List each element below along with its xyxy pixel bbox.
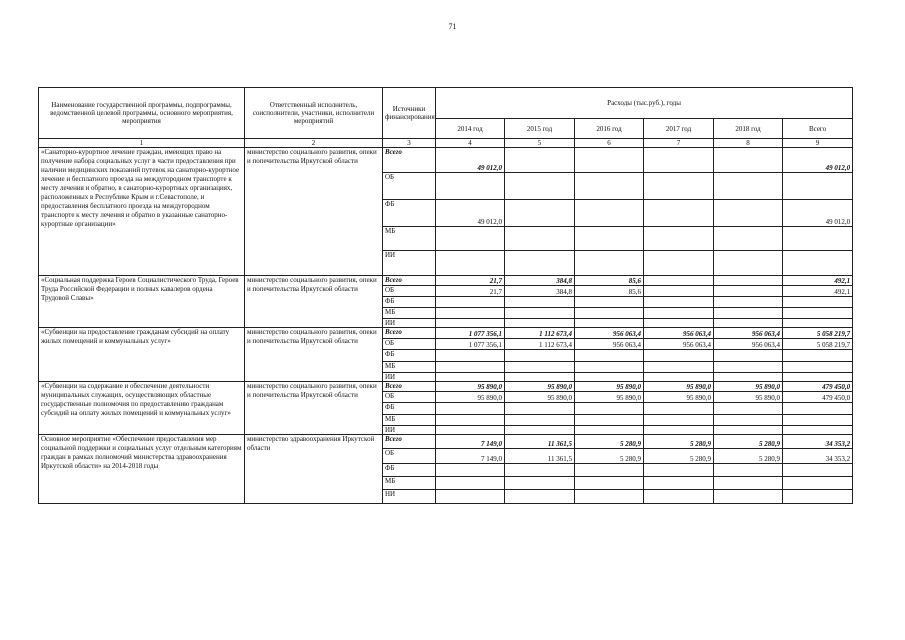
year-value	[644, 319, 714, 328]
funding-source: ИИ	[383, 373, 436, 382]
total-value	[783, 319, 853, 328]
year-value	[436, 350, 505, 362]
year-value	[714, 415, 783, 426]
total-value	[783, 477, 853, 490]
year-value	[714, 308, 783, 319]
total-value: 479 450,0	[783, 392, 853, 403]
funding-source: Всего	[383, 276, 436, 286]
year-value	[436, 415, 505, 426]
year-value	[505, 173, 575, 200]
year-value	[575, 297, 644, 308]
year-value	[644, 403, 714, 415]
total-value: 492,1	[783, 276, 853, 286]
year-value: 85,6	[575, 286, 644, 297]
program-executor: министерство социального развития, опеки и попечительства Иркутской области	[245, 276, 383, 328]
funding-source: ФБ	[383, 200, 436, 227]
year-value: 7 149,0	[436, 449, 505, 464]
table-row	[39, 435, 853, 449]
program-name: «Субвенции на предоставление гражданам субсидий на оплату жилых помещений и коммунальных услуг»	[39, 328, 245, 382]
year-value	[575, 319, 644, 328]
year-value: 956 063,4	[714, 339, 783, 350]
total-value: 49 012,0	[783, 200, 853, 227]
total-value	[783, 490, 853, 504]
year-value	[714, 251, 783, 276]
year-value: 95 890,0	[575, 392, 644, 403]
year-value	[644, 350, 714, 362]
total-value: 34 353,2	[783, 435, 853, 449]
year-value	[505, 403, 575, 415]
total-value	[783, 403, 853, 415]
table-row	[39, 276, 853, 286]
year-value	[436, 490, 505, 504]
year-value	[436, 426, 505, 435]
year-value: 384,8	[505, 276, 575, 286]
header-year: 2016 год	[575, 119, 644, 139]
year-value	[436, 477, 505, 490]
year-value	[644, 308, 714, 319]
program-executor: министерство социального развития, опеки и попечительства Иркутской области	[245, 382, 383, 435]
total-value: 492,1	[783, 286, 853, 297]
column-number: 6	[575, 139, 644, 148]
year-value	[575, 490, 644, 504]
funding-source: МБ	[383, 308, 436, 319]
header-expenses: Расходы (тыс.руб.), годы	[436, 88, 853, 119]
year-value	[644, 251, 714, 276]
funding-source: МБ	[383, 362, 436, 373]
year-value	[575, 350, 644, 362]
header-year: 2017 год	[644, 119, 714, 139]
year-value	[644, 464, 714, 477]
header-year: 2018 год	[714, 119, 783, 139]
year-value	[505, 251, 575, 276]
year-value: 1 077 356,1	[436, 328, 505, 339]
funding-source: НИ	[383, 490, 436, 504]
year-value	[644, 490, 714, 504]
funding-source: МБ	[383, 415, 436, 426]
year-value	[505, 373, 575, 382]
table-row	[39, 382, 853, 392]
funding-source: ОБ	[383, 449, 436, 464]
funding-source: ФБ	[383, 350, 436, 362]
year-value	[505, 464, 575, 477]
funding-source: ОБ	[383, 392, 436, 403]
total-value	[783, 297, 853, 308]
header-year: 2015 год	[505, 119, 575, 139]
year-value	[505, 308, 575, 319]
year-value: 7 149,0	[436, 435, 505, 449]
year-value	[505, 227, 575, 251]
year-value	[714, 319, 783, 328]
year-value: 956 063,4	[575, 328, 644, 339]
year-value	[644, 173, 714, 200]
year-value	[575, 362, 644, 373]
table-row	[39, 148, 853, 173]
year-value: 384,8	[505, 286, 575, 297]
year-value	[644, 362, 714, 373]
total-value: 479 450,0	[783, 382, 853, 392]
year-value	[505, 319, 575, 328]
year-value: 95 890,0	[505, 382, 575, 392]
total-value: 5 058 219,7	[783, 339, 853, 350]
header-name: Наименование государственной программы, подпрограммы, ведомственной целевой программы, основного мероприятия, мероприятия	[39, 88, 245, 139]
funding-source: Всего	[383, 148, 436, 173]
year-value	[575, 426, 644, 435]
year-value	[436, 297, 505, 308]
program-name: «Субвенции на содержание и обеспечение деятельности муниципальных служащих, осуществляющих областные государственные полномочия по предоставлению гражданам субсидий на оплату жилых помещений и коммунальных услуг»	[39, 382, 245, 435]
year-value	[644, 200, 714, 227]
year-value	[505, 415, 575, 426]
column-number: 7	[644, 139, 714, 148]
funding-source: ОБ	[383, 339, 436, 350]
column-number: 5	[505, 139, 575, 148]
year-value: 956 063,4	[575, 339, 644, 350]
total-value	[783, 362, 853, 373]
year-value	[505, 350, 575, 362]
total-value: 5 058 219,7	[783, 328, 853, 339]
column-number: 1	[39, 139, 245, 148]
year-value	[714, 276, 783, 286]
funding-source: ФБ	[383, 403, 436, 415]
year-value	[436, 373, 505, 382]
year-value: 11 361,5	[505, 435, 575, 449]
year-value: 95 890,0	[644, 382, 714, 392]
program-executor: министерство здравоохранения Иркутской области	[245, 435, 383, 504]
year-value: 21,7	[436, 276, 505, 286]
year-value	[575, 173, 644, 200]
total-value	[783, 308, 853, 319]
year-value	[644, 297, 714, 308]
year-value: 956 063,4	[644, 328, 714, 339]
year-value	[505, 297, 575, 308]
year-value	[714, 350, 783, 362]
year-value	[714, 464, 783, 477]
year-value	[436, 173, 505, 200]
funding-source: Всего	[383, 382, 436, 392]
year-value	[436, 362, 505, 373]
year-value	[714, 477, 783, 490]
year-value	[644, 415, 714, 426]
year-value: 956 063,4	[714, 328, 783, 339]
program-executor: министерство социального развития, опеки и попечительства Иркутской области	[245, 148, 383, 276]
year-value: 49 012,0	[436, 148, 505, 173]
year-value	[575, 251, 644, 276]
program-name: «Санаторно-курортное лечение граждан, имеющих право на получение набора социальных услуг в части предоставления при наличии медицинских показаний путевок на санаторно-курортное лечение и бесплатного проезда на междугородном транспорте к месту лечения и обратно, в санаторно-курортных организациях, расположенных в Республике Крым и г.Севастополе, и предоставления бесплатного проезда на междугородном транспорте к месту лечения и обратно в указанные санаторно-курортные организации»	[39, 148, 245, 276]
year-value: 5 280,9	[575, 449, 644, 464]
total-value	[783, 464, 853, 477]
year-value	[575, 200, 644, 227]
funding-source: МБ	[383, 227, 436, 251]
page-number: 71	[448, 22, 457, 31]
year-value	[505, 426, 575, 435]
year-value	[644, 426, 714, 435]
year-value	[714, 297, 783, 308]
program-executor: министерство социального развития, опеки и попечительства Иркутской области	[245, 328, 383, 382]
funding-source: ИИ	[383, 426, 436, 435]
year-value	[575, 373, 644, 382]
year-value	[575, 403, 644, 415]
year-value	[436, 319, 505, 328]
year-value	[505, 148, 575, 173]
year-value	[436, 464, 505, 477]
funding-source: ФБ	[383, 464, 436, 477]
total-value	[783, 415, 853, 426]
year-value	[714, 200, 783, 227]
year-value: 5 280,9	[644, 449, 714, 464]
funding-source: Всего	[383, 435, 436, 449]
year-value: 5 280,9	[644, 435, 714, 449]
column-number: 4	[436, 139, 505, 148]
year-value: 1 077 356,1	[436, 339, 505, 350]
header-executor: Ответственный исполнитель, соисполнители, участники, исполнители мероприятий	[245, 88, 383, 139]
year-value	[575, 464, 644, 477]
year-value: 95 890,0	[436, 382, 505, 392]
year-value: 49 012,0	[436, 200, 505, 227]
year-value: 1 112 673,4	[505, 339, 575, 350]
year-value: 1 112 673,4	[505, 328, 575, 339]
year-value: 5 280,9	[575, 435, 644, 449]
table-row	[39, 328, 853, 339]
column-number: 2	[245, 139, 383, 148]
year-value	[644, 373, 714, 382]
program-name: Основное мероприятие «Обеспечение предоставления мер социальной поддержки и социальных услуг отдельным категориям граждан в рамках полномочий министерства здравоохранения Иркутской области» на 2014-2018 годы	[39, 435, 245, 504]
year-value	[575, 148, 644, 173]
year-value	[505, 477, 575, 490]
year-value: 21,7	[436, 286, 505, 297]
program-name: «Социальная поддержка Героев Социалистического Труда, Героев Труда Российской Федерации и полных кавалеров ордена Трудовой Славы»	[39, 276, 245, 328]
year-value	[714, 227, 783, 251]
column-number: 8	[714, 139, 783, 148]
header-year: 2014 год	[436, 119, 505, 139]
year-value: 5 280,9	[714, 449, 783, 464]
total-value	[783, 251, 853, 276]
year-value	[644, 286, 714, 297]
funding-source: ИИ	[383, 319, 436, 328]
header-total: Всего	[783, 119, 853, 139]
total-value	[783, 373, 853, 382]
funding-source: ИИ	[383, 251, 436, 276]
total-value	[783, 227, 853, 251]
year-value	[714, 373, 783, 382]
year-value: 95 890,0	[714, 382, 783, 392]
year-value	[714, 403, 783, 415]
year-value: 11 361,5	[505, 449, 575, 464]
year-value	[436, 403, 505, 415]
funding-source: Всего	[383, 328, 436, 339]
funding-source: МБ	[383, 477, 436, 490]
expenses-table	[38, 87, 853, 504]
total-value: 34 353,2	[783, 449, 853, 464]
year-value	[505, 200, 575, 227]
year-value	[436, 251, 505, 276]
year-value	[714, 286, 783, 297]
total-value	[783, 173, 853, 200]
year-value	[714, 362, 783, 373]
year-value	[575, 477, 644, 490]
year-value: 95 890,0	[714, 392, 783, 403]
year-value	[714, 490, 783, 504]
header-source: Источники финансирования	[383, 88, 436, 139]
year-value	[575, 415, 644, 426]
year-value	[714, 426, 783, 435]
year-value: 5 280,9	[714, 435, 783, 449]
year-value: 95 890,0	[436, 392, 505, 403]
year-value: 85,6	[575, 276, 644, 286]
total-value	[783, 350, 853, 362]
year-value: 956 063,4	[644, 339, 714, 350]
year-value	[436, 308, 505, 319]
year-value: 95 890,0	[644, 392, 714, 403]
funding-source: ОБ	[383, 173, 436, 200]
funding-source: ФБ	[383, 297, 436, 308]
year-value	[644, 148, 714, 173]
year-value	[644, 477, 714, 490]
year-value	[575, 227, 644, 251]
year-value	[714, 173, 783, 200]
year-value	[505, 362, 575, 373]
total-value: 49 012,0	[783, 148, 853, 173]
year-value	[714, 148, 783, 173]
year-value	[644, 227, 714, 251]
year-value: 95 890,0	[505, 392, 575, 403]
year-value	[644, 276, 714, 286]
funding-source: ОБ	[383, 286, 436, 297]
year-value	[575, 308, 644, 319]
column-number: 9	[783, 139, 853, 148]
column-number: 3	[383, 139, 436, 148]
year-value	[436, 227, 505, 251]
year-value: 95 890,0	[575, 382, 644, 392]
year-value	[505, 490, 575, 504]
total-value	[783, 426, 853, 435]
